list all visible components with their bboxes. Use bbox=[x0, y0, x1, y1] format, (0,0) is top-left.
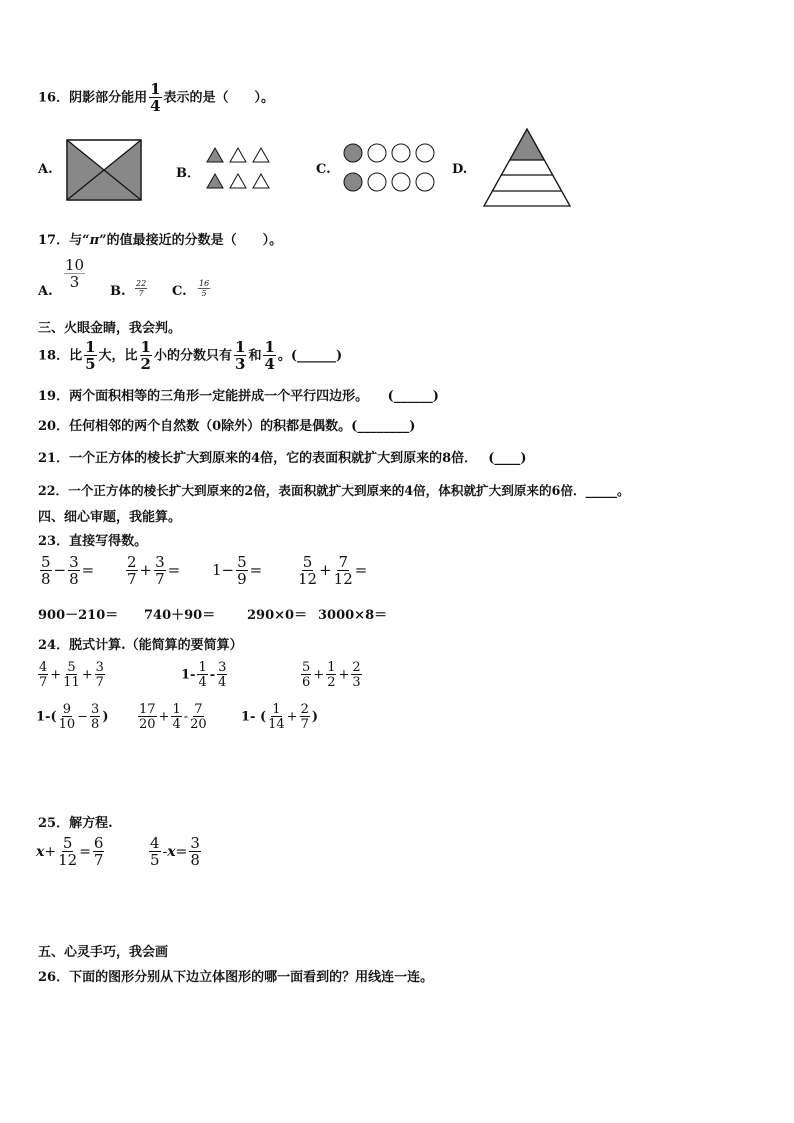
q19-statement: 19．两个面积相等的三角形一定能拼成一个平行四边形。 (______) bbox=[38, 389, 439, 404]
q23-calc-4: 3000×8＝ bbox=[318, 608, 388, 623]
q23-expr-4: $\frac{5}{12}$ + $\frac{7}{12}$ = bbox=[298, 553, 368, 588]
q25-equation-2: $\frac{4}{5}$ -x= $\frac{3}{8}$ bbox=[150, 834, 200, 869]
q23-expr-3: 1− $\frac{5}{9}$ = bbox=[212, 553, 263, 588]
q16-option-d-label: D. bbox=[452, 162, 468, 177]
q24-expr-5: $\frac{17}{20}$ + $\frac{1}{4}$ - $\frac{7}{20}$ bbox=[139, 702, 207, 732]
q24-expr-4: 1-( $\frac{9}{10}$ − $\frac{3}{8}$ ) bbox=[36, 702, 109, 732]
q24-expr-6: 1- ( $\frac{1}{14}$ + $\frac{2}{7}$ ) bbox=[241, 702, 319, 732]
q25-title: 25．解方程. bbox=[38, 816, 113, 831]
q21-statement: 21．一个正方体的棱长扩大到原来的4倍，它的表面积就扩大到原来的8倍． (____) bbox=[38, 451, 527, 466]
q16-option-a-label: A. bbox=[38, 162, 53, 177]
section-4-heading: 四、细心审题，我能算。 bbox=[38, 510, 182, 525]
q23-title: 23．直接写得数。 bbox=[38, 534, 148, 549]
q16-prefix: 16．阴影部分能用 bbox=[38, 90, 148, 106]
q23-calc-3: 290×0＝ bbox=[247, 608, 308, 623]
q18-statement: 18．比 $\frac{1}{5}$ 大，比 $\frac{1}{2}$ 小的分数只有 $\frac{1}{3}$ 和 $\frac{1}{4}$ 。(______) bbox=[38, 338, 343, 373]
q16-option-b-label: B． bbox=[176, 166, 200, 181]
section-3-heading: 三、火眼金睛，我会判。 bbox=[38, 321, 182, 336]
q16-option-c-label: C. bbox=[316, 162, 331, 177]
q23-calc-1: 900－210＝ bbox=[38, 608, 119, 623]
q24-expr-3: $\frac{5}{6}$ + $\frac{1}{2}$ + $\frac{2}{3}$ bbox=[302, 660, 361, 690]
q17-option-c-fraction: $\frac{16}{5}$ bbox=[199, 279, 210, 298]
q17-option-a-fraction: $\frac{10}{3}$ bbox=[65, 256, 85, 291]
q24-title: 24．脱式计算.（能简算的要简算） bbox=[38, 638, 243, 653]
q16-suffix: 表示的是（ ）。 bbox=[163, 90, 275, 106]
q16-option-b-figure bbox=[205, 146, 271, 192]
q16-fraction: $\frac{1}{4}$ bbox=[150, 80, 161, 115]
pi-symbol: π bbox=[89, 233, 100, 248]
q24-expr-2: 1- $\frac{1}{4}$ - $\frac{3}{4}$ bbox=[181, 660, 227, 690]
q16-option-c-figure bbox=[341, 142, 439, 194]
q22-statement: 22．一个正方体的棱长扩大到原来的2倍，表面积就扩大到原来的4倍，体积就扩大到原来的6倍．_____。 bbox=[38, 483, 630, 498]
q16-option-d-figure bbox=[482, 127, 572, 209]
q26-statement: 26．下面的图形分别从下边立体图形的哪一面看到的？用线连一连。 bbox=[38, 970, 434, 985]
q17-option-b-label: B. bbox=[110, 284, 126, 299]
section-5-heading: 五、心灵手巧，我会画 bbox=[38, 945, 169, 960]
q17-option-a-label: A. bbox=[38, 284, 53, 299]
q23-expr-1: $\frac{5}{8}$ − $\frac{3}{8}$ = bbox=[41, 553, 95, 588]
q16-option-a-figure bbox=[66, 139, 142, 201]
q17-option-c-label: C. bbox=[172, 284, 187, 299]
q16-stem bbox=[38, 82, 274, 114]
q24-expr-1: $\frac{4}{7}$ + $\frac{5}{11}$ + $\frac{3}{7}$ bbox=[39, 660, 104, 690]
q20-statement: 20．任何相邻的两个自然数（0除外）的积都是偶数。(________) bbox=[38, 419, 416, 434]
q17-stem: 17．与“π”的值最接近的分数是（ ）。 bbox=[38, 233, 283, 248]
q23-calc-2: 740＋90＝ bbox=[144, 608, 216, 623]
q25-equation-1: x+ $\frac{5}{12}$ = $\frac{6}{7}$ bbox=[36, 834, 104, 869]
q23-expr-2: $\frac{2}{7}$ + $\frac{3}{7}$ = bbox=[127, 553, 181, 588]
q17-option-b-fraction: $\frac{22}{7}$ bbox=[136, 279, 147, 298]
